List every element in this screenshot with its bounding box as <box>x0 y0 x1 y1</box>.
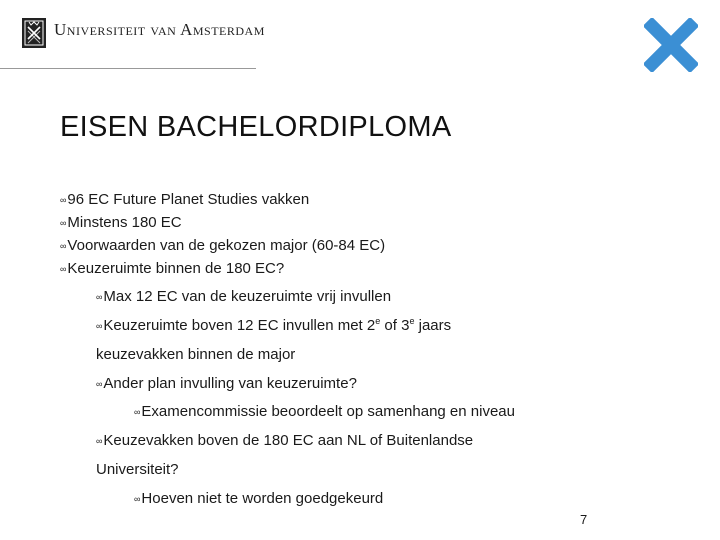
infinity-bullet-icon: ∞ <box>134 494 141 504</box>
list-item: ∞Keuzeruimte binnen de 180 EC? <box>60 260 285 277</box>
infinity-bullet-icon: ∞ <box>96 436 103 446</box>
cross-icon <box>644 18 698 72</box>
infinity-bullet-icon: ∞ <box>96 292 103 302</box>
list-item: ∞Voorwaarden van de gekozen major (60-84 EC) <box>60 237 386 254</box>
uva-crest-icon <box>22 18 46 48</box>
sub-list-item-continuation: Universiteit? <box>96 461 179 478</box>
infinity-bullet-icon: ∞ <box>60 264 67 274</box>
infinity-bullet-icon: ∞ <box>96 321 103 331</box>
sub-sub-list-item: ∞Hoeven niet te worden goedgekeurd <box>134 490 384 507</box>
sub-list-item: ∞Ander plan invulling van keuzeruimte? <box>96 375 357 392</box>
page-number: 7 <box>580 512 588 527</box>
institution-name: Universiteit van Amsterdam <box>54 20 265 39</box>
list-item: ∞96 EC Future Planet Studies vakken <box>60 191 310 208</box>
slide-title: EISEN BACHELORDIPLOMA <box>60 111 452 143</box>
sub-list-item: ∞Max 12 EC van de keuzeruimte vrij invullen <box>96 288 392 305</box>
infinity-bullet-icon: ∞ <box>134 407 141 417</box>
infinity-bullet-icon: ∞ <box>96 379 103 389</box>
infinity-bullet-icon: ∞ <box>60 218 67 228</box>
infinity-bullet-icon: ∞ <box>60 195 67 205</box>
sub-list-item: ∞Keuzeruimte boven 12 EC invullen met 2e of 3e jaars <box>96 316 452 334</box>
infinity-bullet-icon: ∞ <box>60 241 67 251</box>
header-divider <box>0 68 256 69</box>
list-item: ∞Minstens 180 EC <box>60 214 182 231</box>
sub-sub-list-item: ∞Examencommissie beoordeelt op samenhang en niveau <box>134 403 515 420</box>
sub-list-item-continuation: keuzevakken binnen de major <box>96 346 296 363</box>
sub-list-item: ∞Keuzevakken boven de 180 EC aan NL of Buitenlandse <box>96 432 474 449</box>
